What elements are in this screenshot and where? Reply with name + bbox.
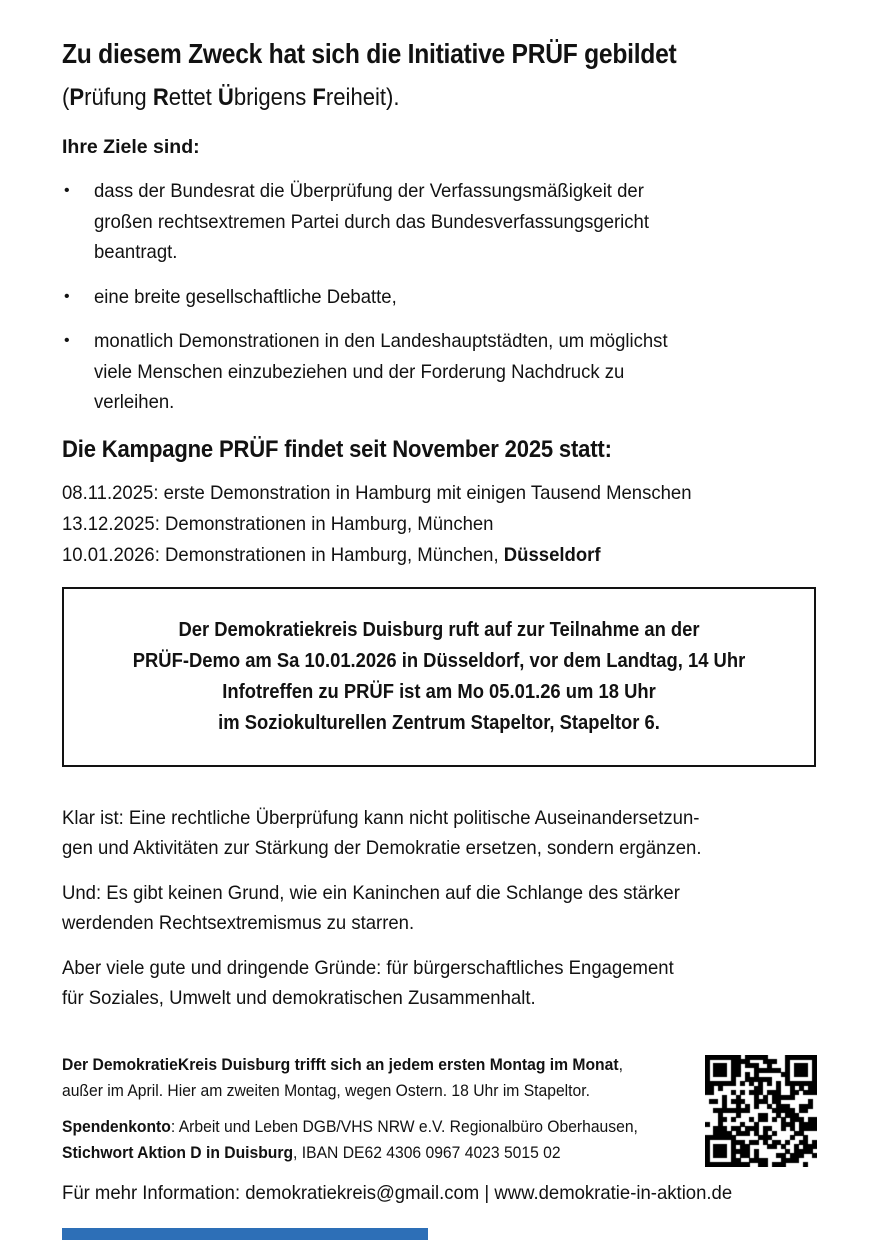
subtitle-segment: ettet [168, 84, 218, 111]
event-text: 13.12.2025: Demonstrationen in Hamburg, München [62, 512, 494, 535]
text-line: eine breite gesellschaftliche Debatte, [94, 285, 397, 308]
event-line [62, 509, 778, 540]
subtitle-segment: R [152, 84, 169, 111]
subtitle-segment: Ü [217, 84, 234, 111]
footer [62, 1052, 816, 1208]
footer-text: : Arbeit und Leben DGB/VHS NRW e.V. Regionalbüro Oberhausen, [170, 1117, 638, 1136]
contact-info-line: Für mehr Information: demokratiekreis@gmail.com | www.demokratie-in-aktion.de [62, 1181, 733, 1204]
callout-line: PRÜF-Demo am Sa 10.01.2026 in Düsseldorf, vor dem Landtag, 14 Uhr [132, 649, 746, 672]
footer-text: , [618, 1055, 623, 1074]
text-line [62, 1140, 778, 1166]
paragraph [62, 803, 816, 864]
text-line: außer im April. Hier am zweiten Montag, wegen Ostern. 18 Uhr im Stapeltor. [62, 1081, 590, 1100]
text-line: dass der Bundesrat die Überprüfung der Verfassungsmäßigkeit der [94, 180, 644, 202]
footer-text: , IBAN DE62 4306 0967 4023 5015 02 [293, 1143, 561, 1162]
page-title: Zu diesem Zweck hat sich die Initiative PRÜF gebildet [62, 38, 677, 69]
campaign-heading: Die Kampagne PRÜF findet seit November 2025 statt: [62, 435, 612, 463]
text-line: viele Menschen einzubeziehen und der Forderung Nachdruck zu [94, 360, 625, 383]
text-line: werdenden Rechtsextremismus zu starren. [62, 912, 415, 934]
text-line [62, 1114, 778, 1140]
subtitle-segment: F [312, 84, 326, 111]
goals-bullet-list [62, 176, 816, 418]
subtitle-segment: ( [62, 84, 70, 111]
list-item [62, 282, 816, 313]
subtitle-segment: rüfung [84, 84, 153, 111]
bullet-text [94, 326, 698, 418]
callout-line: Der Demokratiekreis Duisburg ruft auf zur Teilnahme an der [178, 618, 700, 641]
accent-bar [62, 1228, 428, 1240]
footer-bold-text: Der DemokratieKreis Duisburg trifft sich an jedem ersten Montag im Monat [62, 1055, 619, 1074]
subtitle-segment: brigens [233, 84, 313, 111]
text-line: für Soziales, Umwelt und demokratischen Zusammenhalt. [62, 987, 536, 1009]
subtitle [62, 82, 756, 114]
bullet-icon: • [64, 287, 70, 305]
text-line: verleihen. [94, 391, 175, 413]
footer-meeting-info [62, 1052, 816, 1104]
callout-box [62, 587, 816, 767]
event-text: 08.11.2025: erste Demonstration in Hamburg mit einigen Tausend Menschen [62, 481, 692, 504]
text-line [62, 1052, 778, 1078]
list-item [62, 326, 816, 418]
subtitle-segment: reiheit). [325, 84, 400, 111]
footer-bold-text: Spendenkonto [62, 1117, 171, 1136]
text-line: monatlich Demonstrationen in den Landeshauptstädten, um möglichst [94, 330, 668, 352]
footer-bold-text: Stichwort Aktion D in Duisburg [62, 1143, 294, 1162]
event-text: 10.01.2026: Demonstrationen in Hamburg, München, [62, 543, 504, 566]
event-highlight: Düsseldorf [503, 543, 601, 566]
text-line: Klar ist: Eine rechtliche Überprüfung kann nicht politische Auseinandersetzun- [62, 806, 700, 829]
bullet-icon: • [64, 182, 70, 199]
callout-line: im Soziokulturellen Zentrum Stapeltor, Stapeltor 6. [218, 711, 660, 734]
paragraph [62, 878, 816, 939]
qr-code [705, 1055, 817, 1167]
event-line [62, 478, 778, 509]
text-line: Aber viele gute und dringende Gründe: für bürgerschaftliches Engagement [62, 956, 674, 979]
callout-line: Infotreffen zu PRÜF ist am Mo 05.01.26 um 18 Uhr [222, 680, 656, 703]
bullet-text [94, 176, 678, 268]
text-line: beantragt. [94, 241, 178, 263]
paragraph [62, 953, 816, 1014]
list-item [62, 176, 816, 268]
event-list [62, 478, 816, 571]
bullet-icon: • [64, 332, 70, 349]
footer-donation-info [62, 1114, 816, 1166]
text-line: gen und Aktivitäten zur Stärkung der Demokratie ersetzen, sondern ergänzen. [62, 837, 702, 859]
text-line: großen rechtsextremen Partei durch das Bundesverfassungsgericht [94, 210, 650, 233]
event-line [62, 540, 778, 571]
goals-heading: Ihre Ziele sind: [62, 136, 200, 158]
bullet-text [94, 282, 413, 313]
text-line: Und: Es gibt keinen Grund, wie ein Kaninchen auf die Schlange des stärker [62, 881, 680, 904]
subtitle-segment: P [69, 84, 85, 111]
